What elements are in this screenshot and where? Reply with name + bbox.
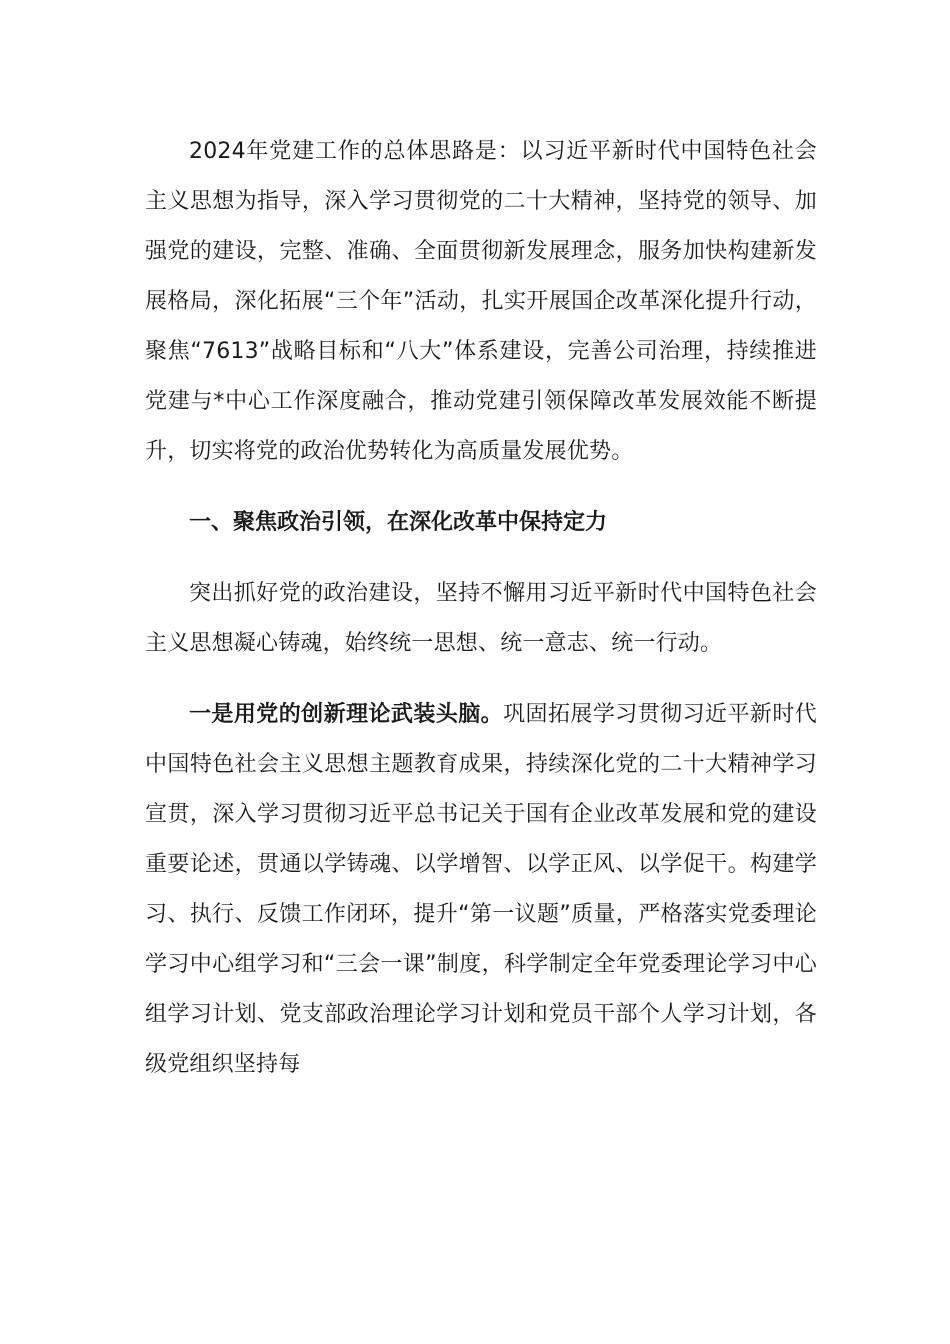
section-intro-paragraph: 突出抓好党的政治建设，坚持不懈用习近平新时代中国特色社会主义思想凝心铸魂，始终统一思想、统一意志、统一行动。 — [145, 581, 817, 656]
point-one-lead: 一是用党的创新理论武装头脑。 — [189, 702, 504, 727]
point-one-body: 巩固拓展学习贯彻习近平新时代中国特色社会主义思想主题教育成果，持续深化党的二十大精神学习宣贯，深入学习贯彻习近平总书记关于国有企业改革发展和党的建设重要论述，贯通以学铸魂、以学增智、以学正风、以学促干。构建学习、执行、反馈工作闭环，提升“第一议题”质量，严格落实党委理论学习中心组学习和“三会一课”制度，科学制定全年党委理论学习中心组学习计划、党支部政治理论学习计划和党员干部个人学习计划，各级党组织坚持每 — [145, 702, 817, 1077]
document-body — [145, 127, 817, 1090]
section-heading: 一、聚焦政治引领，在深化改革中保持定力 — [189, 510, 608, 535]
intro-paragraph: 2024年党建工作的总体思路是：以习近平新时代中国特色社会主义思想为指导，深入学习贯彻党的二十大精神，坚持党的领导、加强党的建设，完整、准确、全面贯彻新发展理念，服务加快构建新发展格局，深化拓展“三个年”活动，扎实开展国企改革深化提升行动，聚焦“7613”战略目标和“八大”体系建设，完善公司治理，持续推进党建与*中心工作深度融合，推动党建引领保障改革发展效能不断提升，切实将党的政治优势转化为高质量发展优势。 — [145, 139, 817, 464]
point-one-paragraph — [145, 690, 817, 1090]
